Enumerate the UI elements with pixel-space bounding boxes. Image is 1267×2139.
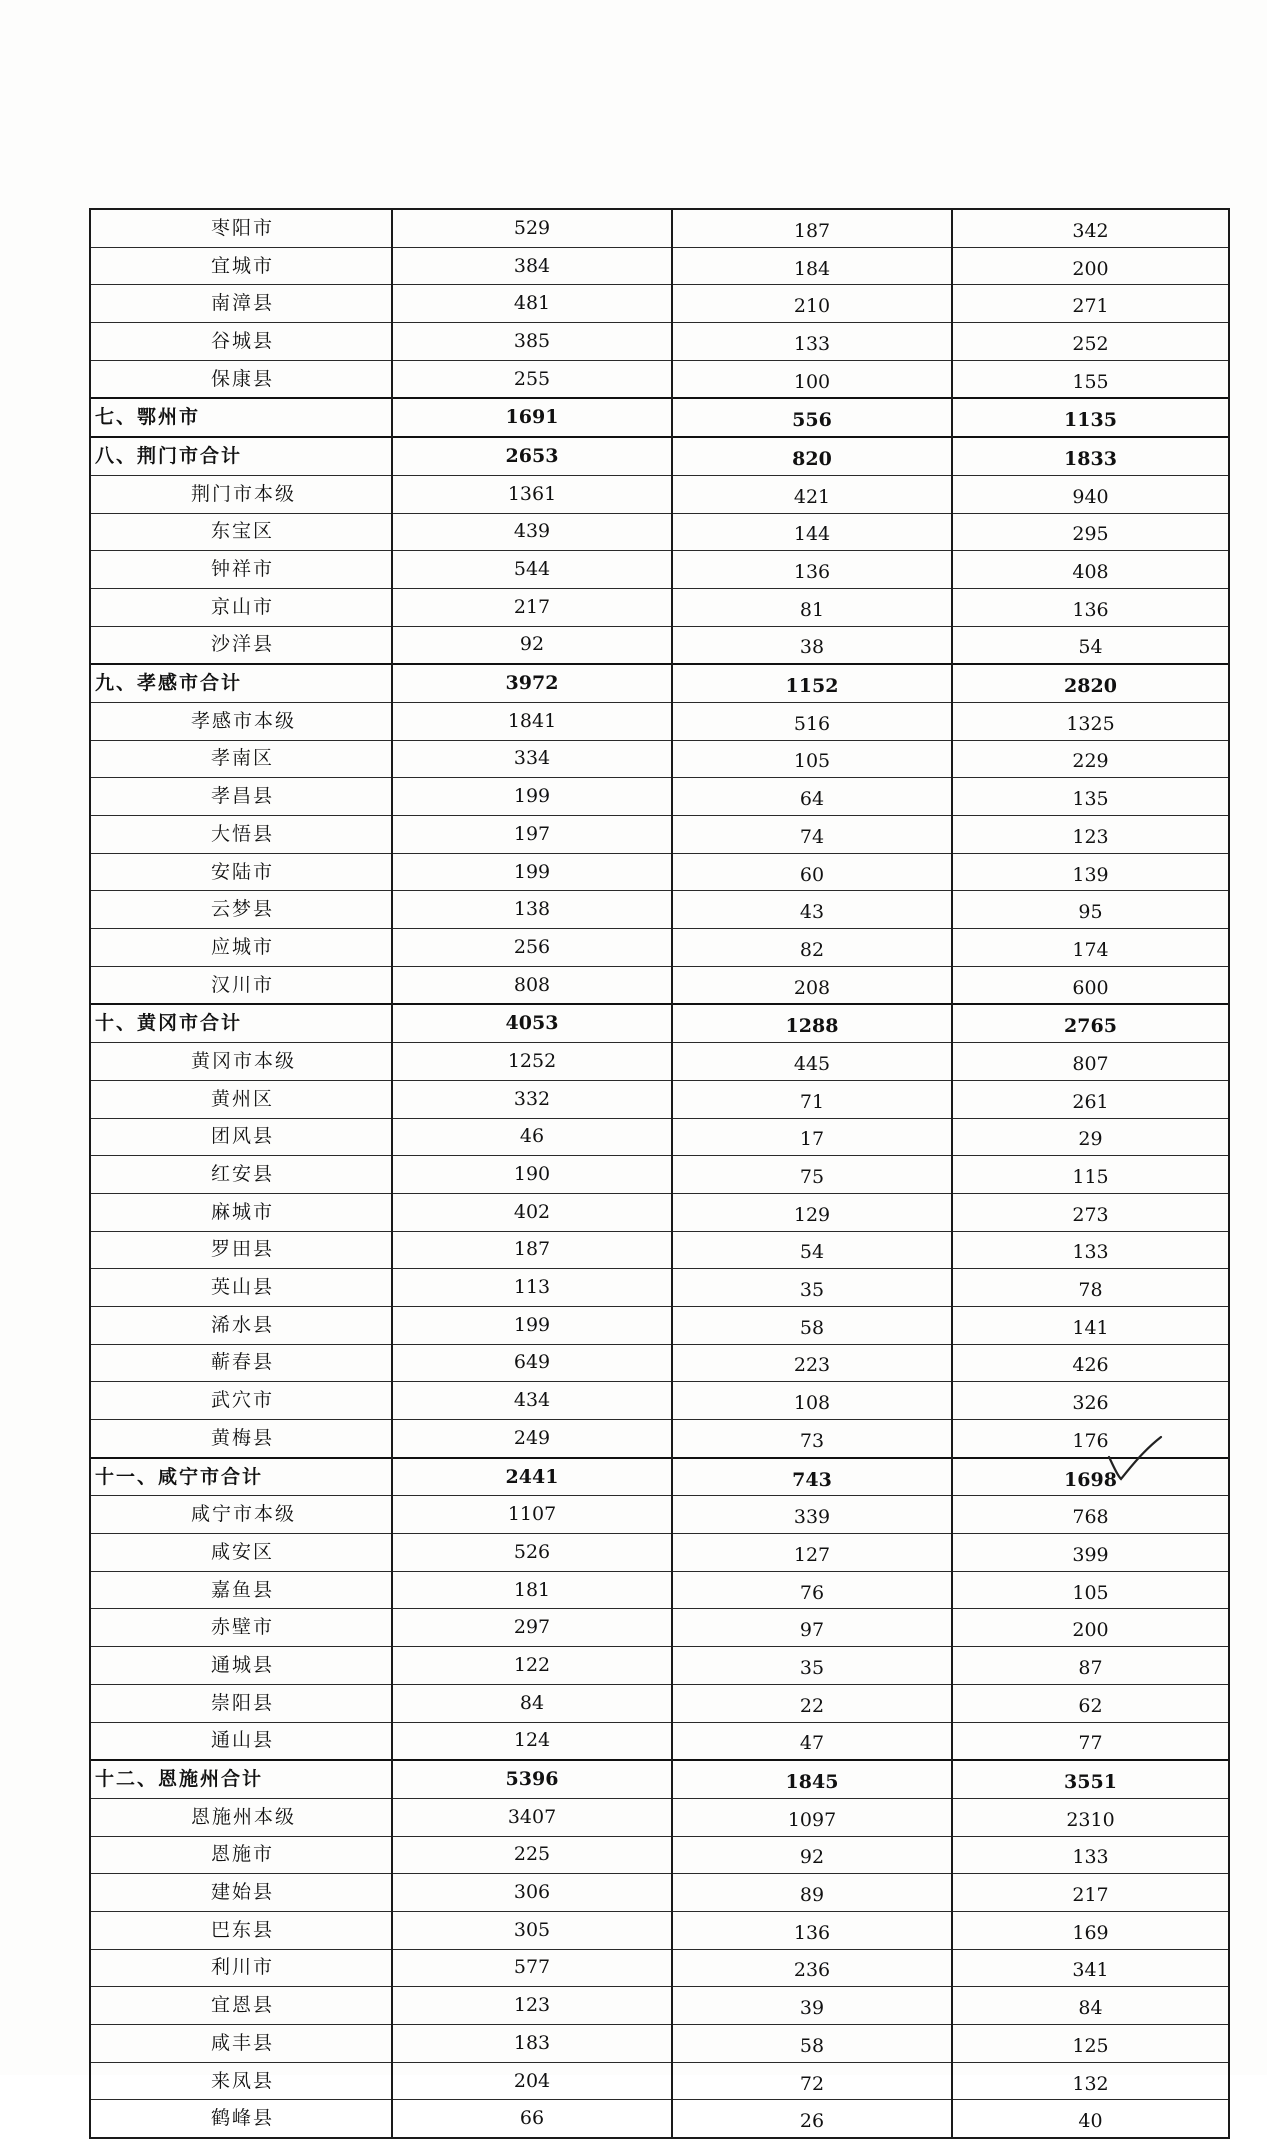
region-name-cell: 枣阳市 <box>90 209 392 247</box>
region-name-cell: 宜城市 <box>90 247 392 285</box>
value-cell-1: 199 <box>392 778 672 816</box>
table-row <box>90 1156 1229 1194</box>
value-cell-3: 399 <box>952 1534 1229 1572</box>
region-name-cell: 七、鄂州市 <box>90 398 392 437</box>
region-name-cell: 恩施市 <box>90 1836 392 1874</box>
value-cell-1: 1252 <box>392 1043 672 1081</box>
value-cell-2: 54 <box>672 1231 952 1269</box>
region-name-cell: 崇阳县 <box>90 1684 392 1722</box>
value-cell-2: 71 <box>672 1080 952 1118</box>
value-cell-3: 95 <box>952 891 1229 929</box>
table-row <box>90 475 1229 513</box>
value-cell-2: 223 <box>672 1344 952 1382</box>
table-row <box>90 513 1229 551</box>
subtotal-row <box>90 437 1229 475</box>
value-cell-2: 39 <box>672 1987 952 2025</box>
value-cell-3: 155 <box>952 360 1229 398</box>
value-cell-1: 1361 <box>392 475 672 513</box>
table-row <box>90 1609 1229 1647</box>
region-name-cell: 大悟县 <box>90 816 392 854</box>
value-cell-2: 136 <box>672 551 952 589</box>
table-row <box>90 1874 1229 1912</box>
value-cell-1: 138 <box>392 891 672 929</box>
table-row <box>90 929 1229 967</box>
value-cell-3: 1325 <box>952 702 1229 740</box>
table-row <box>90 1647 1229 1685</box>
value-cell-1: 256 <box>392 929 672 967</box>
value-cell-1: 113 <box>392 1269 672 1307</box>
value-cell-2: 1845 <box>672 1760 952 1798</box>
value-cell-1: 544 <box>392 551 672 589</box>
subtotal-row <box>90 1004 1229 1042</box>
region-name-cell: 蕲春县 <box>90 1344 392 1382</box>
value-cell-1: 481 <box>392 285 672 323</box>
table-row <box>90 1684 1229 1722</box>
value-cell-1: 66 <box>392 2100 672 2138</box>
table-row <box>90 853 1229 891</box>
value-cell-1: 434 <box>392 1382 672 1420</box>
value-cell-1: 92 <box>392 626 672 664</box>
value-cell-3: 271 <box>952 285 1229 323</box>
value-cell-2: 1152 <box>672 664 952 702</box>
value-cell-3: 217 <box>952 1874 1229 1912</box>
region-name-cell: 浠水县 <box>90 1306 392 1344</box>
value-cell-2: 133 <box>672 323 952 361</box>
table-row <box>90 360 1229 398</box>
value-cell-1: 297 <box>392 1609 672 1647</box>
region-name-cell: 嘉鱼县 <box>90 1571 392 1609</box>
subtotal-row <box>90 1458 1229 1496</box>
table-row <box>90 1344 1229 1382</box>
value-cell-3: 78 <box>952 1269 1229 1307</box>
value-cell-3: 229 <box>952 740 1229 778</box>
value-cell-3: 1833 <box>952 437 1229 475</box>
region-name-cell: 十一、咸宁市合计 <box>90 1458 392 1496</box>
value-cell-2: 208 <box>672 966 952 1004</box>
value-cell-3: 326 <box>952 1382 1229 1420</box>
value-cell-1: 225 <box>392 1836 672 1874</box>
value-cell-1: 577 <box>392 1949 672 1987</box>
region-name-cell: 应城市 <box>90 929 392 967</box>
region-name-cell: 团风县 <box>90 1118 392 1156</box>
value-cell-3: 40 <box>952 2100 1229 2138</box>
value-cell-1: 84 <box>392 1684 672 1722</box>
value-cell-3: 1698 <box>952 1458 1229 1496</box>
value-cell-3: 125 <box>952 2025 1229 2063</box>
region-name-cell: 建始县 <box>90 1874 392 1912</box>
table-row <box>90 1231 1229 1269</box>
value-cell-3: 940 <box>952 475 1229 513</box>
table-row <box>90 323 1229 361</box>
table-row <box>90 1496 1229 1534</box>
region-name-cell: 九、孝感市合计 <box>90 664 392 702</box>
value-cell-1: 199 <box>392 853 672 891</box>
table-row <box>90 1193 1229 1231</box>
value-cell-2: 445 <box>672 1043 952 1081</box>
value-cell-3: 1135 <box>952 398 1229 437</box>
value-cell-2: 820 <box>672 437 952 475</box>
region-name-cell: 谷城县 <box>90 323 392 361</box>
region-name-cell: 咸宁市本级 <box>90 1496 392 1534</box>
value-cell-1: 181 <box>392 1571 672 1609</box>
value-cell-2: 22 <box>672 1684 952 1722</box>
value-cell-1: 5396 <box>392 1760 672 1798</box>
value-cell-3: 54 <box>952 626 1229 664</box>
value-cell-2: 75 <box>672 1156 952 1194</box>
value-cell-3: 136 <box>952 588 1229 626</box>
value-cell-3: 174 <box>952 929 1229 967</box>
value-cell-2: 127 <box>672 1534 952 1572</box>
value-cell-2: 74 <box>672 816 952 854</box>
region-name-cell: 荆门市本级 <box>90 475 392 513</box>
value-cell-2: 58 <box>672 1306 952 1344</box>
table-row <box>90 2025 1229 2063</box>
region-name-cell: 云梦县 <box>90 891 392 929</box>
table-row <box>90 1987 1229 2025</box>
region-name-cell: 安陆市 <box>90 853 392 891</box>
region-name-cell: 孝昌县 <box>90 778 392 816</box>
value-cell-3: 176 <box>952 1420 1229 1458</box>
region-name-cell: 黄冈市本级 <box>90 1043 392 1081</box>
region-name-cell: 通山县 <box>90 1722 392 1760</box>
table-row <box>90 1722 1229 1760</box>
region-name-cell: 红安县 <box>90 1156 392 1194</box>
table-row <box>90 247 1229 285</box>
value-cell-3: 123 <box>952 816 1229 854</box>
value-cell-2: 108 <box>672 1382 952 1420</box>
table-row <box>90 626 1229 664</box>
region-name-cell: 八、荆门市合计 <box>90 437 392 475</box>
value-cell-3: 200 <box>952 247 1229 285</box>
value-cell-1: 529 <box>392 209 672 247</box>
value-cell-2: 81 <box>672 588 952 626</box>
table-row <box>90 1911 1229 1949</box>
table-row <box>90 209 1229 247</box>
value-cell-1: 306 <box>392 1874 672 1912</box>
value-cell-1: 123 <box>392 1987 672 2025</box>
value-cell-3: 200 <box>952 1609 1229 1647</box>
value-cell-3: 141 <box>952 1306 1229 1344</box>
value-cell-2: 144 <box>672 513 952 551</box>
value-cell-2: 187 <box>672 209 952 247</box>
value-cell-2: 64 <box>672 778 952 816</box>
value-cell-2: 97 <box>672 1609 952 1647</box>
value-cell-3: 408 <box>952 551 1229 589</box>
value-cell-2: 556 <box>672 398 952 437</box>
value-cell-2: 35 <box>672 1647 952 1685</box>
value-cell-1: 3407 <box>392 1798 672 1836</box>
value-cell-1: 187 <box>392 1231 672 1269</box>
value-cell-3: 3551 <box>952 1760 1229 1798</box>
value-cell-1: 1691 <box>392 398 672 437</box>
value-cell-1: 439 <box>392 513 672 551</box>
region-name-cell: 利川市 <box>90 1949 392 1987</box>
value-cell-3: 132 <box>952 2062 1229 2100</box>
table-row <box>90 1043 1229 1081</box>
value-cell-3: 105 <box>952 1571 1229 1609</box>
subtotal-row <box>90 664 1229 702</box>
value-cell-1: 183 <box>392 2025 672 2063</box>
region-name-cell: 宜恩县 <box>90 1987 392 2025</box>
value-cell-2: 60 <box>672 853 952 891</box>
value-cell-3: 87 <box>952 1647 1229 1685</box>
table-row <box>90 1420 1229 1458</box>
value-cell-2: 72 <box>672 2062 952 2100</box>
value-cell-2: 89 <box>672 1874 952 1912</box>
value-cell-2: 236 <box>672 1949 952 1987</box>
value-cell-2: 73 <box>672 1420 952 1458</box>
region-name-cell: 十二、恩施州合计 <box>90 1760 392 1798</box>
statistics-table <box>89 208 1230 2139</box>
value-cell-1: 46 <box>392 1118 672 1156</box>
value-cell-1: 2653 <box>392 437 672 475</box>
table-row <box>90 1949 1229 1987</box>
value-cell-3: 768 <box>952 1496 1229 1534</box>
value-cell-1: 197 <box>392 816 672 854</box>
value-cell-2: 47 <box>672 1722 952 1760</box>
value-cell-2: 210 <box>672 285 952 323</box>
region-name-cell: 麻城市 <box>90 1193 392 1231</box>
subtotal-row <box>90 1760 1229 1798</box>
region-name-cell: 钟祥市 <box>90 551 392 589</box>
value-cell-3: 2310 <box>952 1798 1229 1836</box>
value-cell-3: 342 <box>952 209 1229 247</box>
value-cell-2: 43 <box>672 891 952 929</box>
region-name-cell: 黄梅县 <box>90 1420 392 1458</box>
region-name-cell: 罗田县 <box>90 1231 392 1269</box>
value-cell-1: 255 <box>392 360 672 398</box>
value-cell-3: 252 <box>952 323 1229 361</box>
value-cell-1: 402 <box>392 1193 672 1231</box>
value-cell-1: 385 <box>392 323 672 361</box>
value-cell-3: 29 <box>952 1118 1229 1156</box>
value-cell-2: 92 <box>672 1836 952 1874</box>
value-cell-1: 334 <box>392 740 672 778</box>
table-row <box>90 778 1229 816</box>
table-row <box>90 702 1229 740</box>
value-cell-3: 139 <box>952 853 1229 891</box>
value-cell-3: 77 <box>952 1722 1229 1760</box>
value-cell-2: 743 <box>672 1458 952 1496</box>
value-cell-2: 82 <box>672 929 952 967</box>
region-name-cell: 来凤县 <box>90 2062 392 2100</box>
table-row <box>90 1571 1229 1609</box>
value-cell-2: 129 <box>672 1193 952 1231</box>
value-cell-3: 133 <box>952 1836 1229 1874</box>
value-cell-1: 808 <box>392 966 672 1004</box>
value-cell-1: 124 <box>392 1722 672 1760</box>
table-row <box>90 1798 1229 1836</box>
handwritten-check-mark <box>1105 1435 1165 1485</box>
region-name-cell: 巴东县 <box>90 1911 392 1949</box>
value-cell-1: 4053 <box>392 1004 672 1042</box>
value-cell-2: 76 <box>672 1571 952 1609</box>
value-cell-3: 341 <box>952 1949 1229 1987</box>
value-cell-3: 295 <box>952 513 1229 551</box>
value-cell-2: 35 <box>672 1269 952 1307</box>
value-cell-1: 204 <box>392 2062 672 2100</box>
table-row <box>90 285 1229 323</box>
table-row <box>90 966 1229 1004</box>
region-name-cell: 咸安区 <box>90 1534 392 1572</box>
table-row <box>90 740 1229 778</box>
value-cell-3: 84 <box>952 1987 1229 2025</box>
value-cell-2: 17 <box>672 1118 952 1156</box>
region-name-cell: 汉川市 <box>90 966 392 1004</box>
region-name-cell: 鹤峰县 <box>90 2100 392 2138</box>
table-row <box>90 1306 1229 1344</box>
region-name-cell: 咸丰县 <box>90 2025 392 2063</box>
value-cell-1: 1841 <box>392 702 672 740</box>
region-name-cell: 通城县 <box>90 1647 392 1685</box>
table-body <box>90 209 1229 2138</box>
table-row <box>90 1382 1229 1420</box>
region-name-cell: 南漳县 <box>90 285 392 323</box>
value-cell-2: 339 <box>672 1496 952 1534</box>
value-cell-1: 249 <box>392 1420 672 1458</box>
value-cell-1: 1107 <box>392 1496 672 1534</box>
region-name-cell: 东宝区 <box>90 513 392 551</box>
region-name-cell: 孝南区 <box>90 740 392 778</box>
region-name-cell: 保康县 <box>90 360 392 398</box>
region-name-cell: 孝感市本级 <box>90 702 392 740</box>
value-cell-2: 58 <box>672 2025 952 2063</box>
table-row <box>90 588 1229 626</box>
value-cell-1: 332 <box>392 1080 672 1118</box>
table-row <box>90 2100 1229 2138</box>
value-cell-1: 305 <box>392 1911 672 1949</box>
value-cell-1: 2441 <box>392 1458 672 1496</box>
value-cell-2: 184 <box>672 247 952 285</box>
region-name-cell: 京山市 <box>90 588 392 626</box>
value-cell-1: 384 <box>392 247 672 285</box>
value-cell-3: 273 <box>952 1193 1229 1231</box>
region-name-cell: 赤壁市 <box>90 1609 392 1647</box>
region-name-cell: 武穴市 <box>90 1382 392 1420</box>
value-cell-3: 426 <box>952 1344 1229 1382</box>
table-row <box>90 1269 1229 1307</box>
table-row <box>90 2062 1229 2100</box>
value-cell-1: 649 <box>392 1344 672 1382</box>
table-row <box>90 1836 1229 1874</box>
value-cell-1: 190 <box>392 1156 672 1194</box>
value-cell-3: 115 <box>952 1156 1229 1194</box>
value-cell-3: 2820 <box>952 664 1229 702</box>
value-cell-2: 1288 <box>672 1004 952 1042</box>
value-cell-3: 169 <box>952 1911 1229 1949</box>
region-name-cell: 沙洋县 <box>90 626 392 664</box>
value-cell-2: 105 <box>672 740 952 778</box>
value-cell-1: 526 <box>392 1534 672 1572</box>
table-row <box>90 1080 1229 1118</box>
value-cell-3: 135 <box>952 778 1229 816</box>
table-row <box>90 1118 1229 1156</box>
value-cell-2: 38 <box>672 626 952 664</box>
region-name-cell: 恩施州本级 <box>90 1798 392 1836</box>
table-row <box>90 816 1229 854</box>
value-cell-3: 600 <box>952 966 1229 1004</box>
value-cell-2: 136 <box>672 1911 952 1949</box>
value-cell-1: 3972 <box>392 664 672 702</box>
value-cell-2: 516 <box>672 702 952 740</box>
value-cell-2: 1097 <box>672 1798 952 1836</box>
value-cell-1: 217 <box>392 588 672 626</box>
value-cell-3: 133 <box>952 1231 1229 1269</box>
value-cell-3: 62 <box>952 1684 1229 1722</box>
table-row <box>90 1534 1229 1572</box>
value-cell-3: 807 <box>952 1043 1229 1081</box>
table-row <box>90 551 1229 589</box>
value-cell-2: 421 <box>672 475 952 513</box>
value-cell-3: 261 <box>952 1080 1229 1118</box>
value-cell-1: 122 <box>392 1647 672 1685</box>
value-cell-3: 2765 <box>952 1004 1229 1042</box>
region-name-cell: 黄州区 <box>90 1080 392 1118</box>
value-cell-1: 199 <box>392 1306 672 1344</box>
table-row <box>90 891 1229 929</box>
subtotal-row <box>90 398 1229 437</box>
value-cell-2: 100 <box>672 360 952 398</box>
value-cell-2: 26 <box>672 2100 952 2138</box>
region-name-cell: 十、黄冈市合计 <box>90 1004 392 1042</box>
region-name-cell: 英山县 <box>90 1269 392 1307</box>
